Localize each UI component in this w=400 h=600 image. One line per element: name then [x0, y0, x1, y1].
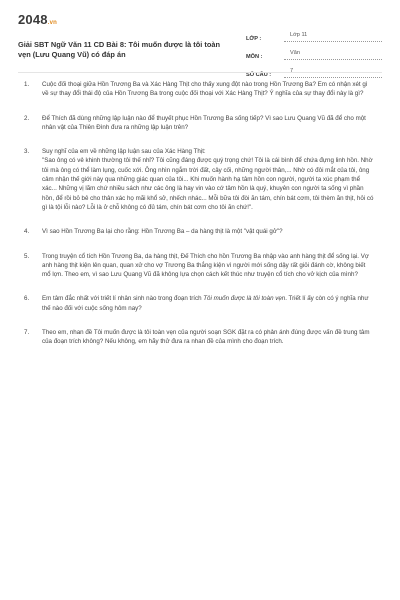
question-item	[24, 80, 374, 99]
question-text: Để Thích đã dùng những lập luận nào để thuyết phục Hồn Trương Ba sống tiếp? Vì sao Lưu Quang Vũ đã để cho một nhân vật của Thiên Đình đưa ra những lập luận trên?	[42, 114, 366, 131]
question-text: Cuộc đối thoại giữa Hồn Trương Ba và Xác Hàng Thịt cho thấy xung đột nào trong Hồn Trương Ba? Em có nhận xét gì về sự thay đổi thái độ của Hồn Trương Ba trong cuộc đối thoại với Xác Hàng Thịt? Ý nghĩa của sự thay đổi này là gì?	[42, 81, 368, 98]
question-item	[24, 227, 374, 236]
meta-value: 7	[284, 66, 382, 78]
question-number: 3.	[24, 148, 30, 156]
question-item	[24, 294, 374, 313]
question-quote: "Sao ông có vẻ khinh thường tôi thế nhỉ? Tôi cũng đáng được quý trọng chứ! Tôi là cái bình để chứa đựng linh hồn. Nhờ tôi mà ông có thể làm lụng, cuốc xới. Ông nhìn ngắm trời đất, cây cối, những người thân,... Nhờ có đôi mắt của tôi, ông cảm nhận thế giới này qua những giác quan của tôi... Khi muốn hành hạ tâm hồn con người, người ta xúc phạm thể xác... Những vị lãm chứ nhiều sách như các ông là hay vin vào cớ tâm hồn là quý, khuyên con người ta sống vì phần hồn, để rồi bỏ bê cho thân xác họ mãi khổ sở, nhếch nhác... Mỗi bữa tôi đòi ăn tám, chín bát cơm, tôi thèm ăn thịt, hỏi có gì là tội lỗi nào? Lỗi là ở chỗ không có đủ tám, chín bát cơm cho tôi ăn chứ!".	[42, 157, 374, 211]
question-item	[24, 114, 374, 133]
meta-value: Lớp 11	[284, 30, 382, 42]
question-number: 1.	[24, 81, 30, 88]
header-divider	[18, 72, 382, 73]
question-text	[42, 294, 374, 313]
question-number: 4.	[24, 228, 30, 236]
question-text: Theo em, nhan đề Tôi muốn được là tôi toàn vẹn của người soạn SGK đặt ra có phản ánh đúng được vấn đề trung tâm của đoạn trích không? Nếu không, em hãy thử đưa ra nhan đề của mình cho đoạn trích.	[42, 329, 370, 346]
meta-label: MÔN :	[246, 54, 263, 60]
document-header	[18, 12, 382, 78]
question-number: 2.	[24, 114, 30, 122]
question-text	[42, 147, 374, 212]
meta-row-count	[246, 63, 382, 78]
question-text: Trong truyện cổ tích Hồn Trương Ba, da hàng thịt, Đế Thích cho hồn Trương Ba nhập vào anh hàng thịt để sống lại. Vợ anh hàng thịt kiện lên quan, quan xử cho vợ Trương Ba thắng kiện vì người mới sống dậy rất giỏi đánh cờ, không biết mổ lợn. Theo em, vì sao Lưu Quang Vũ đã không lựa chọn cách kết thúc như truyện cổ tích cho vở kịch của mình?	[42, 252, 369, 279]
question-text-italic: Tôi muốn được là tôi toàn vẹn	[203, 295, 286, 303]
meta-value: Văn	[284, 48, 382, 60]
logo-main: 2048	[18, 12, 48, 27]
document-title: Giải SBT Ngữ Văn 11 CD Bài 8: Tôi muốn được là tôi toàn vẹn (Lưu Quang Vũ) có đáp án	[18, 40, 220, 59]
question-list	[24, 80, 374, 347]
question-item	[24, 147, 374, 212]
question-text-part: . Triết lí ấy còn có ý nghĩa như thế nào đối với cuộc sống hôm nay?	[42, 295, 369, 312]
question-number: 7.	[24, 329, 30, 337]
question-intro: Suy nghĩ của em về những lập luận sau của Xác Hàng Thịt:	[42, 148, 206, 156]
site-logo[interactable]	[18, 12, 57, 27]
meta-row-class	[246, 27, 382, 42]
question-text-part: Em tâm đắc nhất với triết lí nhân sinh nào trong đoạn trích	[42, 295, 204, 303]
meta-label: SỐ CÂU :	[246, 72, 272, 78]
question-item	[24, 252, 374, 280]
question-item	[24, 328, 374, 347]
question-number: 5.	[24, 252, 30, 260]
meta-label: LỚP :	[246, 36, 262, 42]
meta-row-subject	[246, 45, 382, 60]
question-number: 6.	[24, 295, 30, 303]
logo-sub: .vn	[47, 20, 58, 26]
question-text: Vì sao Hồn Trương Ba lại cho rằng: Hồn Trương Ba – da hàng thịt là một "vật quái gở"?	[42, 228, 283, 236]
